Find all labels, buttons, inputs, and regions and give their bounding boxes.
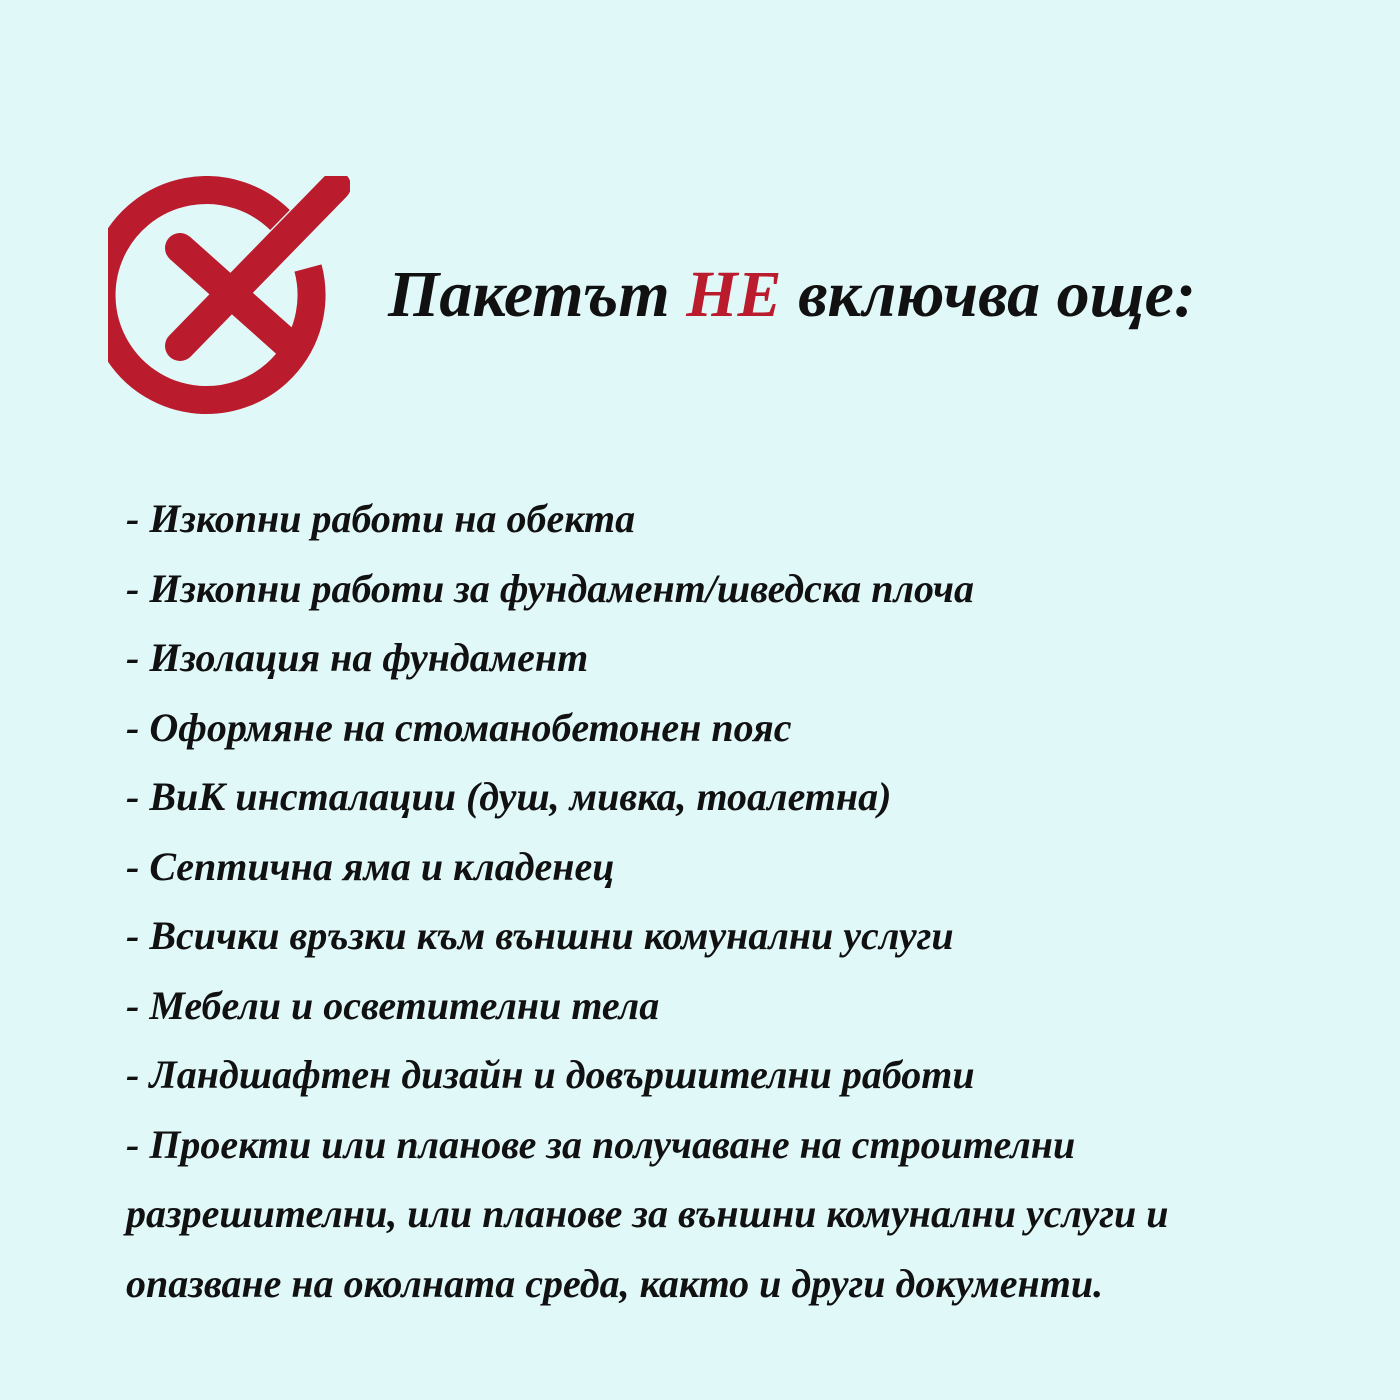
page-title (388, 252, 1196, 338)
list-item: - Всички връзки към външни комунални услуги (126, 913, 954, 958)
title-accent-word: НЕ (686, 258, 782, 331)
list-item: - Изолация на фундамент (126, 635, 589, 680)
list-item: - Проекти или планове за получаване на строителни разрешителни, или планове за външни комунални услуги и опазване на околната среда, както и други документи. (126, 1121, 1169, 1306)
list-item: - Мебели и осветителни тела (126, 982, 660, 1028)
excluded-items-list (126, 484, 1286, 1318)
list-item: - Изкопни работи на обекта (126, 496, 636, 541)
list-item: - Изкопни работи за фундамент/шведска плоча (126, 565, 974, 611)
list-item: - Септична яма и кладенец (126, 843, 615, 889)
title-text-start: Пакетът (388, 258, 687, 331)
list-item: - ВиК инсталации (душ, мивка, тоалетна) (126, 774, 892, 819)
x-mark-circle-icon (108, 176, 350, 418)
title-text-end: включва още: (781, 258, 1196, 331)
list-item: - Оформяне на стоманобетонен пояс (126, 704, 792, 750)
list-item: - Ландшафтен дизайн и довършителни работи (126, 1052, 975, 1097)
